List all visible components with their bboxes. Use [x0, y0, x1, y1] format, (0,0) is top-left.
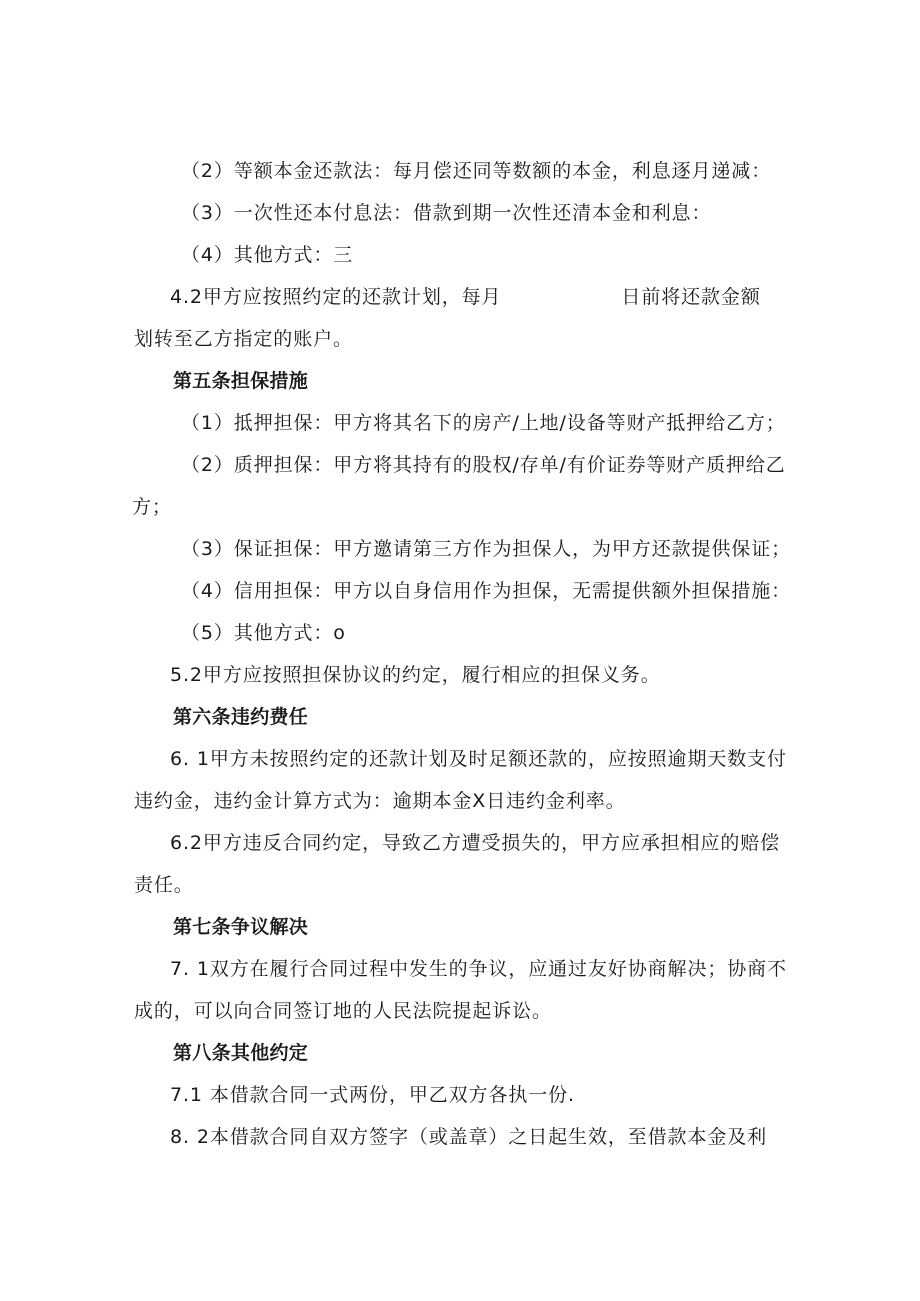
clause-line: 划转至乙方指定的账户。: [134, 328, 353, 350]
section-heading: 第七条争议解决: [173, 916, 309, 938]
clause-line: 违约金，违约金计算方式为：逾期本金X日违约金利率。: [134, 790, 626, 812]
clause-line: （2）等额本金还款法：每月偿还同等数额的本金，利息逐月递减：: [181, 160, 772, 182]
clause-line: 6.2甲方违反合同约定，导致乙方遭受损失的，甲方应承担相应的赔偿: [170, 832, 781, 854]
clause-line: 方；: [132, 496, 172, 518]
clause-line: 成的，可以向合同签订地的人民法院提起诉讼。: [134, 1000, 552, 1022]
clause-line: （3）保证担保：甲方邀请第三方作为担保人，为甲方还款提供保证；: [181, 538, 791, 560]
section-heading: 第五条担保措施: [173, 370, 309, 392]
clause-line-end: 日前将还款金额: [621, 286, 761, 308]
clause-line: 7.1 本借款合同一式两份，甲乙双方各执一份.: [170, 1084, 575, 1106]
section-heading: 第八条其他约定: [173, 1042, 309, 1064]
clause-line: （3）一次性还本付息法：借款到期一次性还清本金和利息：: [181, 202, 712, 224]
clause-line: （2）质押担保：甲方将其持有的股权/存单/有价证券等财产质押给乙: [181, 454, 786, 476]
clause-line: 责任。: [134, 874, 194, 896]
section-heading: 第六条违约费任: [173, 706, 309, 728]
clause-line: （1）抵押担保：甲方将其名下的房产/上地/设备等财产抵押给乙方；: [181, 412, 786, 434]
clause-line: （4）信用担保：甲方以自身信用作为担保，无需提供额外担保措施：: [181, 580, 791, 602]
clause-line: （4）其他方式：三: [181, 244, 354, 266]
clause-line: 7. 1双方在履行合同过程中发生的争议，应通过友好协商解决；协商不: [170, 958, 787, 980]
clause-line: （5）其他方式：o: [181, 622, 346, 644]
clause-line-start: 4.2甲方应按照约定的还款计划，每月: [170, 286, 502, 308]
clause-line: 5.2甲方应按照担保协议的约定，履行相应的担保义务。: [170, 664, 661, 686]
clause-line: 6. 1甲方未按照约定的还款计划及时足额还款的，应按照逾期天数支付: [170, 748, 787, 770]
clause-line: [170, 285, 761, 309]
clause-line: 8. 2本借款合同自双方签字（或盖章）之日起生效，至借款本金及利: [170, 1126, 768, 1148]
